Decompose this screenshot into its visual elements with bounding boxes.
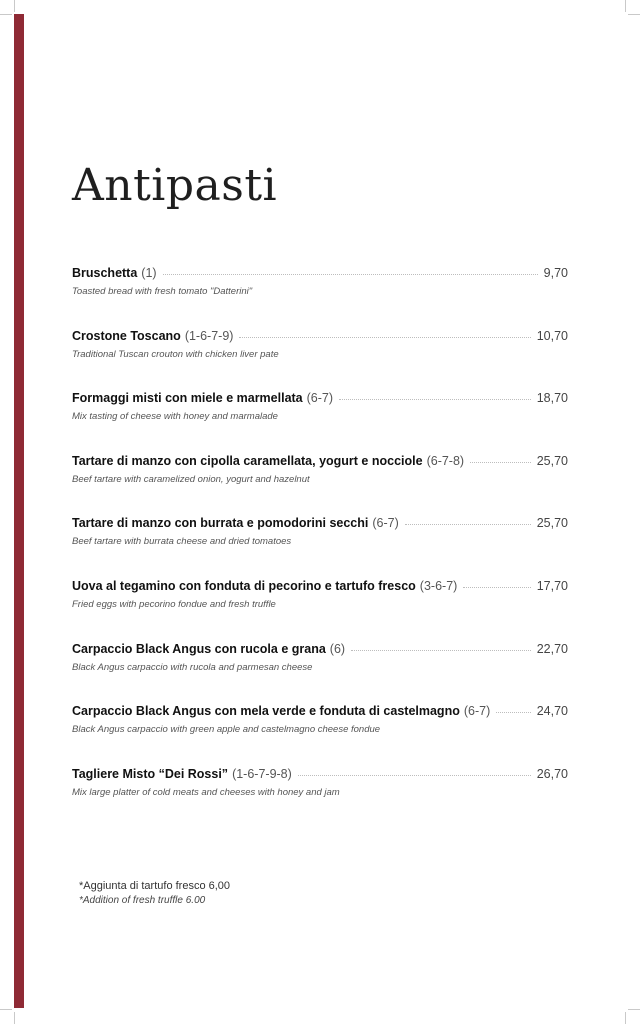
menu-item-row xyxy=(72,704,568,722)
dot-leader xyxy=(239,337,530,338)
menu-item xyxy=(72,391,568,454)
menu-item xyxy=(72,642,568,705)
dish-description: Beef tartare with caramelized onion, yogurt and hazelnut xyxy=(72,473,310,485)
dish-name: Carpaccio Black Angus con mela verde e fonduta di castelmagno xyxy=(72,704,460,719)
dish-name: Crostone Toscano xyxy=(72,328,181,343)
crop-mark xyxy=(625,1012,626,1024)
dish-description: Mix tasting of cheese with honey and marmalade xyxy=(72,411,278,423)
dish-price: 24,70 xyxy=(536,704,568,719)
crop-mark xyxy=(628,1009,640,1010)
allergen-codes: (6-7) xyxy=(463,704,491,719)
red-spine-bar xyxy=(14,14,24,1008)
dish-name: Tartare di manzo con burrata e pomodorini secchi xyxy=(72,516,369,531)
dot-leader xyxy=(298,775,531,776)
menu-item-row xyxy=(72,516,568,534)
dish-description: Fried eggs with pecorino fondue and fresh truffle xyxy=(72,598,276,610)
dish-description: Traditional Tuscan crouton with chicken liver pate xyxy=(72,348,279,360)
allergen-codes: (1-6-7-9-8) xyxy=(232,766,292,781)
menu-item xyxy=(72,266,568,329)
dish-description: Beef tartare with burrata cheese and dried tomatoes xyxy=(72,536,292,548)
dish-price: 10,70 xyxy=(536,328,568,343)
crop-mark xyxy=(628,14,640,15)
crop-mark xyxy=(14,1012,15,1024)
allergen-codes: (6) xyxy=(329,641,346,656)
dot-leader xyxy=(351,650,531,651)
allergen-codes: (6-7) xyxy=(372,516,399,531)
menu-item xyxy=(72,579,568,642)
dish-description: Mix large platter of cold meats and cheeses with honey and jam xyxy=(72,786,340,798)
crop-mark xyxy=(0,1009,12,1010)
allergen-codes: (3-6-7) xyxy=(419,578,458,593)
footnotes xyxy=(79,880,230,906)
dish-name: Tagliere Misto “Dei Rossi” xyxy=(72,766,229,781)
menu-item xyxy=(72,329,568,392)
dish-price: 25,70 xyxy=(536,453,568,468)
menu-item xyxy=(72,454,568,517)
allergen-codes: (6-7) xyxy=(306,391,334,406)
truffle-addition-note-italian: *Aggiunta di tartufo fresco 6,00 xyxy=(79,880,231,892)
dish-name: Bruschetta xyxy=(72,266,138,280)
menu-item-row xyxy=(72,266,568,284)
dot-leader xyxy=(470,462,531,463)
allergen-codes: (6-7-8) xyxy=(426,453,465,468)
menu-item-row xyxy=(72,454,568,472)
dish-price: 17,70 xyxy=(536,578,568,593)
truffle-addition-note-english: *Addition of fresh truffle 6.00 xyxy=(79,895,206,906)
dish-price: 26,70 xyxy=(536,766,568,781)
dish-name: Tartare di manzo con cipolla caramellata, yogurt e nocciole xyxy=(72,453,423,468)
dish-name: Formaggi misti con miele e marmellata xyxy=(72,391,303,406)
dish-name: Carpaccio Black Angus con rucola e grana xyxy=(72,641,326,656)
dish-description: Toasted bread with fresh tomato "Datterini" xyxy=(72,286,253,297)
dish-price: 18,70 xyxy=(536,391,568,406)
dish-price: 25,70 xyxy=(536,516,568,531)
dish-price: 22,70 xyxy=(536,641,568,656)
crop-mark xyxy=(14,0,15,12)
allergen-codes: (1) xyxy=(141,266,157,280)
menu-list xyxy=(72,266,568,829)
dot-leader xyxy=(496,712,530,713)
allergen-codes: (1-6-7-9) xyxy=(184,328,234,343)
dish-name: Uova al tegamino con fonduta di pecorino e tartufo fresco xyxy=(72,578,416,593)
menu-item-row xyxy=(72,642,568,660)
dish-description: Black Angus carpaccio with green apple and castelmagno cheese fondue xyxy=(72,724,381,736)
dot-leader xyxy=(405,524,531,525)
page-title: Antipasti xyxy=(72,160,278,211)
menu-item xyxy=(72,516,568,579)
menu-item-row xyxy=(72,579,568,597)
dish-description: Black Angus carpaccio with rucola and parmesan cheese xyxy=(72,661,313,673)
dot-leader xyxy=(163,274,538,275)
dot-leader xyxy=(463,587,530,588)
crop-mark xyxy=(625,0,626,12)
crop-mark xyxy=(0,14,12,15)
menu-item-row xyxy=(72,391,568,409)
menu-item xyxy=(72,767,568,830)
menu-item-row xyxy=(72,767,568,785)
dish-price: 9,70 xyxy=(543,266,568,280)
menu-item-row xyxy=(72,329,568,347)
menu-item xyxy=(72,704,568,767)
dot-leader xyxy=(339,399,531,400)
